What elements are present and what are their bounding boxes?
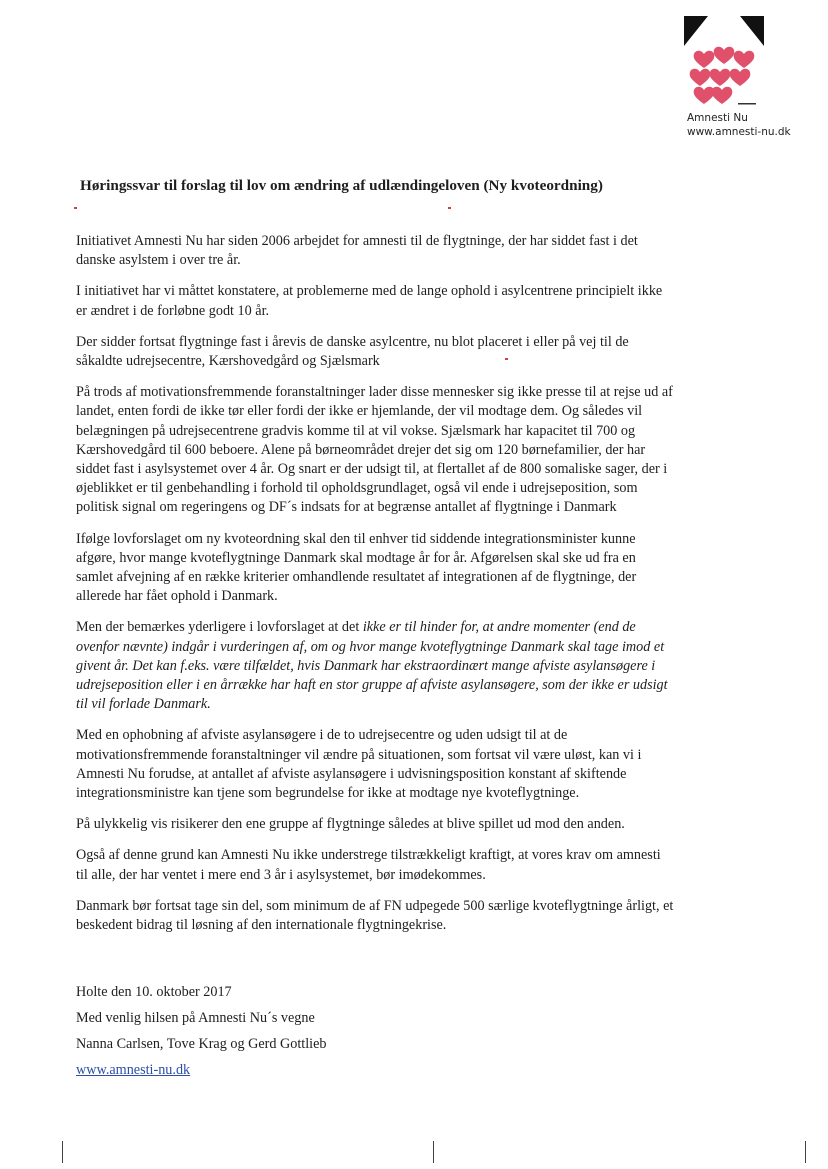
closing-block (76, 983, 327, 1087)
document-title: Høringssvar til forslag til lov om ændring af udlændingeloven (Ny kvoteordning) (80, 177, 603, 194)
scan-mark (805, 1141, 806, 1163)
paragraph: Med en ophobning af afviste asylansøgere i de to udrejsecentre og uden udsigt til at de motivationsfremmende foranstaltninger vil ændre på situationen, som fortsat vil være uløst, kan vi i Amnesti Nu forudse, at antallet af afviste asylansøgere i udvisningsposition konstant af skiftende integrationsministre kan tjene som begrundelse for ikke at modtage nye kvoteflygtninge. (76, 727, 642, 802)
paragraph-with-quote (76, 618, 676, 714)
quoted-bill-text: ikke er til hinder for, at andre momenter (end de ovenfor nævnte) indgår i vurderingen af, om og hvor mange kvoteflygtninge Danmark skal tage imod et givent år. Det kan f.eks. være tilfældet, hvis Danmark har ekstraordinært mange afviste asylansøgere i udrejseposition eller i en årrække har haft en stor gruppe af afviste asylansøgere, som der ikke er udsigt til vil forlade Danmark. (76, 619, 668, 713)
paragraph: Initiativet Amnesti Nu har siden 2006 arbejdet for amnesti til de flygtninge, der har siddet fast i det danske asylstem i over tre år. (76, 233, 638, 269)
scan-speck (448, 207, 451, 209)
paragraph: På trods af motivationsfremmende foranstaltninger lader disse mennesker sig ikke presse til at rejse ud af landet, enten fordi de ikke tør eller fordi der ikke er hjemlande, der vil modtage dem. Og således vil belægningen på udrejsecentrene gradvis komme til at vil vokse. Sjælsmark har kapacitet til 700 og Kærshovedgård til 600 beboere. Alene på børneområdet drejer det sig om 120 børnefamilier, der har siddet fast i asylsystemet over 4 år. Og snart er der udsigt til, at flertallet af de 800 somaliske sager, der i øjeblikket er til genbehandling i forhold til opholdsgrundlaget, også vil ende i udrejseposition, som politisk signal om regeringens og DF´s indsats for at begrænse antallet af flygtninge i Danmark (76, 384, 673, 516)
paragraph: Ifølge lovforslaget om ny kvoteordning skal den til enhver tid siddende integrationsminister kunne afgøre, hvor mange kvoteflygtninge Danmark skal modtage år for år. Afgørelsen skal ske ud fra en samlet afvejning af en række kriterier omhandlende resultatet af integrationen af de flygtninge, der allerede har fået ophold i Danmark. (76, 530, 637, 605)
paragraph: Også af denne grund kan Amnesti Nu ikke understrege tilstrækkeligt kraftigt, at vores krav om amnesti til alle, der har ventet i mere end 3 år i asylsystemet, bør imødekommes. (76, 847, 661, 883)
place-date: Holte den 10. oktober 2017 (76, 984, 232, 1000)
scan-mark (433, 1141, 434, 1163)
paragraph: På ulykkelig vis risikerer den ene gruppe af flygtninge således at blive spillet ud mod den anden. (76, 816, 625, 833)
paragraph: Danmark bør fortsat tage sin del, som minimum de af FN udpegede 500 særlige kvoteflygtninge årligt, et beskedent bidrag til løsning af den internationale flygtningekrise. (76, 897, 674, 934)
signatories: Nanna Carlsen, Tove Krag og Gerd Gottlieb (76, 1036, 327, 1052)
website-link[interactable]: www.amnesti-nu.dk (76, 1062, 191, 1078)
scan-mark (62, 1141, 63, 1163)
hearts-logo-icon (684, 16, 764, 110)
greeting: Med venlig hilsen på Amnesti Nu´s vegne (76, 1010, 315, 1026)
org-url: www.amnesti-nu.dk (687, 126, 791, 138)
document-body (76, 232, 676, 947)
amnesti-nu-logo (684, 16, 764, 110)
org-name: Amnesti Nu (687, 112, 748, 124)
paragraph: I initiativet har vi måttet konstatere, at problemerne med de lange ophold i asylcentrene principielt ikke er ændret i de forløbne godt 10 år. (76, 283, 663, 319)
paragraph: Der sidder fortsat flygtninge fast i årevis de danske asylcentre, nu blot placeret i eller på vej til de såkaldte udrejsecentre, Kærshovedgård og Sjælsmark (76, 333, 629, 370)
scan-speck (74, 207, 77, 209)
paragraph-lead: Men der bemærkes yderligere i lovforslaget at det (76, 619, 363, 636)
